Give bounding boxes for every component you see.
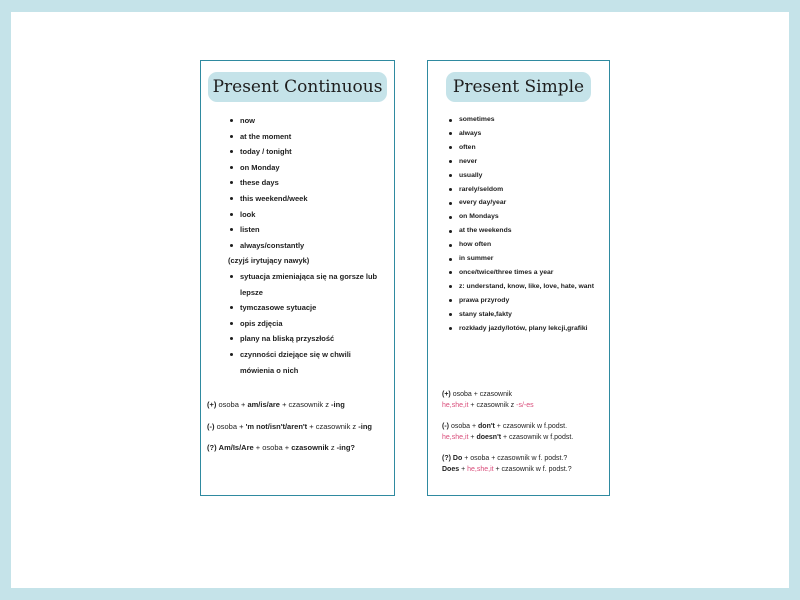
rule-text: osoba + czasownik xyxy=(452,391,513,398)
rule-keyword: doesn't xyxy=(476,434,502,441)
negative-mark: (-) xyxy=(207,421,215,431)
rule-text: + xyxy=(468,434,477,441)
negative-rule xyxy=(207,422,387,433)
list-item: rarely/seldom xyxy=(448,183,598,197)
question-rule xyxy=(207,443,387,454)
list-item: how often xyxy=(448,238,598,252)
positive-mark: (+) xyxy=(207,400,217,409)
rule-highlight: he,she,it xyxy=(442,402,469,409)
list-item: tymczasowe sytuacje xyxy=(229,300,387,316)
rule-highlight: he,she,it xyxy=(442,434,469,441)
list-item: on Mondays xyxy=(448,210,598,224)
rule-text: + czasownik z xyxy=(307,421,359,431)
rule-text: osoba + xyxy=(218,400,248,409)
rule-highlight: he,she,it xyxy=(467,466,494,473)
rule-text: + czasownik z xyxy=(279,400,332,409)
list-item: every day/year xyxy=(448,196,598,210)
list-item: always xyxy=(448,127,598,141)
list-item: these days xyxy=(229,175,387,191)
list-item: prawa przyrody xyxy=(448,294,598,308)
negative-mark: (-) xyxy=(442,423,449,430)
rule-keyword: Am/Is/Are xyxy=(218,443,254,452)
list-item: once/twice/three times a year xyxy=(448,266,598,280)
rule-text: + osoba + czasownik w f. podst.? xyxy=(462,455,568,462)
rule-keyword: czasownik xyxy=(291,443,329,452)
rule-text: + czasownik w f. podst.? xyxy=(493,466,572,473)
list-item: this weekend/week xyxy=(229,191,387,207)
formation-rules xyxy=(442,389,602,485)
list-item: opis zdjęcia xyxy=(229,316,387,332)
rule-keyword: don't xyxy=(478,423,495,430)
rule-text: osoba + xyxy=(216,421,246,431)
rule-keyword: Does xyxy=(442,466,460,473)
rule-text: + xyxy=(459,466,468,473)
list-item: often xyxy=(448,141,598,155)
positive-rule xyxy=(207,400,387,411)
question-rule xyxy=(442,453,602,475)
rule-keyword: 'm not/isn't/aren't xyxy=(245,421,308,431)
rule-keyword: -ing? xyxy=(336,443,355,452)
rule-keyword: -ing xyxy=(331,400,345,409)
list-item: plany na bliską przyszłość xyxy=(229,331,387,347)
list-item: listen xyxy=(229,222,387,238)
positive-rule xyxy=(442,389,602,411)
list-item: czynności dziejące się w chwili mówienia o nich xyxy=(229,347,387,378)
list-item: always/constantly xyxy=(229,238,387,254)
time-expressions-list xyxy=(229,113,387,378)
question-mark: (?) xyxy=(442,455,451,462)
list-item: in summer xyxy=(448,252,598,266)
page-background xyxy=(11,12,789,588)
list-item: look xyxy=(229,207,387,223)
positive-mark: (+) xyxy=(442,391,451,398)
rule-text: + czasownik w f.podst. xyxy=(494,423,568,430)
rule-keyword: -ing xyxy=(358,421,372,431)
list-item: never xyxy=(448,155,598,169)
time-expressions-list xyxy=(448,113,598,336)
rule-text: + czasownik z xyxy=(468,402,517,409)
list-item: at the weekends xyxy=(448,224,598,238)
present-continuous-card xyxy=(200,60,395,496)
rule-text: + osoba + xyxy=(253,443,292,452)
formation-rules xyxy=(207,400,387,465)
list-item: at the moment xyxy=(229,129,387,145)
rule-text: z xyxy=(328,443,337,452)
card-title: Present Continuous xyxy=(208,72,387,102)
list-item: rozkłady jazdy/lotów, plany lekcji,grafiki xyxy=(448,322,598,336)
rule-keyword: Do xyxy=(452,455,463,462)
rule-keyword: am/is/are xyxy=(247,400,280,409)
list-item: sytuacja zmieniająca się na gorsze lub lepsze xyxy=(229,269,387,300)
list-item: z: understand, know, like, love, hate, want xyxy=(448,280,598,294)
list-item: on Monday xyxy=(229,160,387,176)
present-simple-card xyxy=(427,60,610,496)
list-note: (czyjś irytujący nawyk) xyxy=(228,256,310,266)
list-item: today / tonight xyxy=(229,144,387,160)
rule-text: osoba + xyxy=(450,423,479,430)
list-item: stany stałe,fakty xyxy=(448,308,598,322)
rule-highlight: -s/-es xyxy=(516,402,534,409)
card-title: Present Simple xyxy=(446,72,591,102)
list-item: sometimes xyxy=(448,113,598,127)
negative-rule xyxy=(442,421,602,443)
list-item: usually xyxy=(448,169,598,183)
rule-text: + czasownik w f.podst. xyxy=(501,434,574,441)
question-mark: (?) xyxy=(207,443,217,452)
list-item: now xyxy=(229,113,387,129)
